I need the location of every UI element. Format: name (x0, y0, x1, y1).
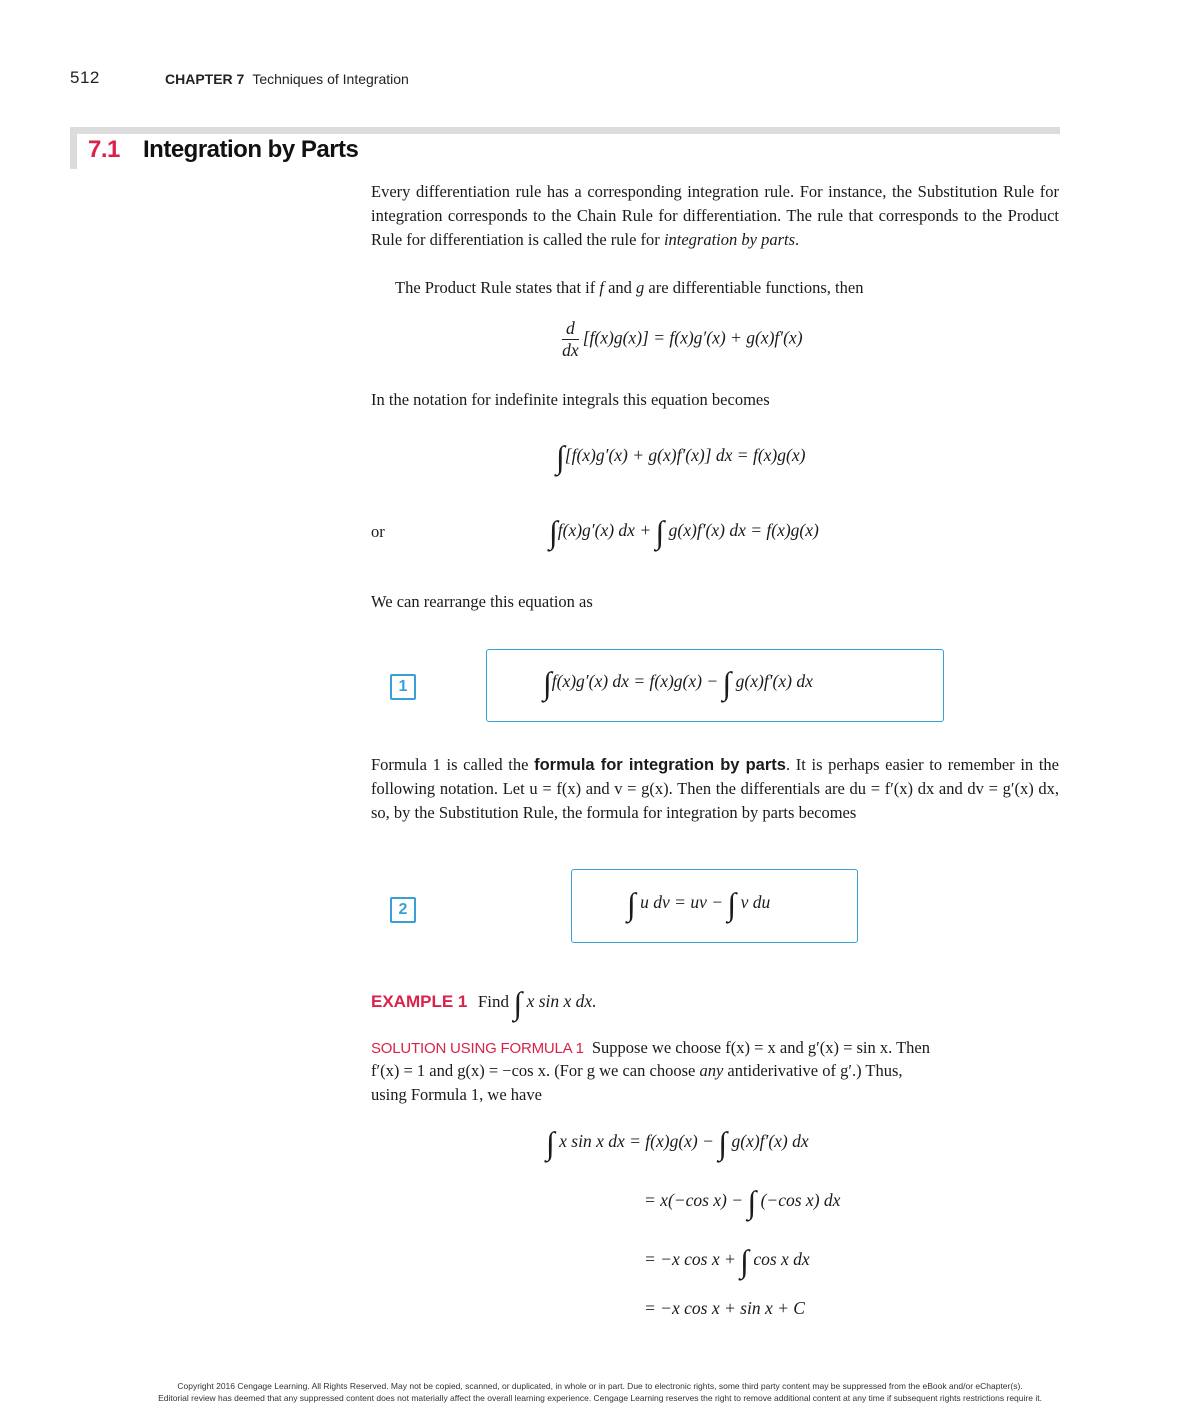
example-find: Find (477, 992, 509, 1011)
notation-text: In the notation for indefinite integrals this equation becomes (371, 390, 770, 409)
chapter-label: CHAPTER 7 (165, 71, 245, 87)
integral-sign: ∫ (718, 1125, 728, 1161)
page-number: 512 (70, 68, 100, 87)
text-fragment: The Product Rule states that if (395, 278, 600, 297)
bold-term: formula for integration by parts (534, 756, 786, 774)
integral-equation-2 (549, 516, 819, 548)
section-title: Integration by Parts (143, 136, 359, 163)
integral-sign: ∫ (655, 514, 665, 550)
integral-sign: ∫ (727, 886, 737, 922)
intro-text-a: Every differentiation rule has a corresponding integration rule. For instance, the Substitution Rule for integration corresponds to the Chain Rule for differentiation. The rule that corresponds to the Product Rule for differentiation is called the rule for (371, 182, 1059, 249)
equation-part: (−cos x) dx (756, 1190, 841, 1210)
product-rule-equation (562, 318, 803, 361)
example-integral (513, 985, 597, 1021)
integral-sign: ∫ (627, 886, 636, 922)
solution-line-3: using Formula 1, we have (371, 1085, 542, 1104)
integral-sign: ∫ (747, 1184, 757, 1220)
section-number: 7.1 (88, 136, 120, 163)
derivation-line-4: = −x cos x + sin x + C (644, 1298, 805, 1318)
text-fragment: Formula 1 is called the (371, 755, 535, 774)
equation-body: [f(x)g(x)] = f(x)g′(x) + g(x)f′(x) (582, 327, 803, 348)
equation-part: x sin x dx = f(x)g(x) − (554, 1131, 719, 1151)
emphasis: any (699, 1061, 724, 1080)
equation-part: = x(−cos x) − (644, 1190, 748, 1210)
intro-emphasis: integration by parts (663, 230, 796, 249)
equation-part: = −x cos x + (644, 1249, 741, 1269)
integral-sign: ∫ (543, 665, 552, 701)
derivation-line-1 (546, 1127, 809, 1159)
example-1 (371, 987, 597, 1019)
equation-part: g(x)f′(x) dx (727, 1131, 809, 1151)
fraction-denominator: dx (562, 340, 579, 360)
equation-part: g(x)f′(x) dx = f(x)g(x) (664, 520, 819, 540)
formula-explanation (371, 753, 1059, 825)
title-bar-side (70, 127, 77, 169)
symbol-f: f (599, 278, 604, 297)
solution-line-2 (371, 1059, 903, 1083)
text-fragment: . It is perhaps easier to remember in the following notation. Let u = f(x) and v = g(x). Then the differentials are du = f′(x) dx and dv = g′(x) dx, so, by the Substitution Rule, the formula for integration by parts becomes (371, 755, 1060, 822)
text-fragment: and (603, 278, 637, 297)
symbol-g: g (636, 278, 645, 297)
solution-text: Suppose we choose f(x) = x and g′(x) = sin x. Then (591, 1038, 930, 1057)
integral-sign: ∫ (549, 514, 558, 550)
integral-sign: ∫ (513, 985, 523, 1021)
chapter-title: Techniques of Integration (252, 71, 409, 87)
example-expression: x sin x dx. (522, 991, 597, 1011)
product-rule-intro (395, 276, 863, 300)
integral-sign: ∫ (740, 1243, 749, 1279)
integral-sign: ∫ (556, 439, 565, 475)
integral-sign: ∫ (722, 665, 732, 701)
running-header (165, 71, 409, 87)
intro-text-b: . (795, 230, 800, 249)
derivation-line-3 (644, 1245, 810, 1277)
title-bar-strip (70, 127, 1060, 134)
equation-part: f(x)g′(x) dx = f(x)g(x) − (551, 671, 723, 691)
text-fragment: antiderivative of g′.) Thus, (723, 1061, 903, 1080)
integral-sign: ∫ (546, 1125, 555, 1161)
example-label: EXAMPLE 1 (371, 992, 468, 1011)
intro-paragraph (371, 180, 1059, 252)
solution-label: SOLUTION USING FORMULA 1 (371, 1040, 584, 1057)
integral-equation-1 (556, 441, 805, 473)
equation-part: cos x dx (748, 1249, 810, 1269)
copyright-line-2: Editorial review has deemed that any suppressed content does not materially affect the overall learning experience. Cengage Learning reserves the right to remove additional content at any time if subsequent rights restrictions require it. (158, 1393, 1042, 1403)
text-fragment: f′(x) = 1 and g(x) = −cos x. (For g we can choose (371, 1061, 700, 1080)
rearrange-text: We can rearrange this equation as (371, 592, 593, 611)
copyright-line-1: Copyright 2016 Cengage Learning. All Rights Reserved. May not be copied, scanned, or duplicated, in whole or in part. Due to electronic rights, some third party content may be suppressed from the eBook and/or eChapter(s). (177, 1381, 1023, 1391)
equation-part: g(x)f′(x) dx (731, 671, 813, 691)
equation-part: u dv = uv − (635, 892, 728, 912)
formula-1-equation (543, 667, 813, 699)
solution-line-1 (371, 1036, 930, 1061)
formula-2-equation (627, 888, 770, 920)
or-label: or (371, 522, 385, 541)
derivative-fraction (562, 318, 579, 361)
text-fragment: are differentiable functions, then (644, 278, 864, 297)
derivation-line-2 (644, 1186, 840, 1218)
formula-2-badge: 2 (390, 897, 416, 923)
equation-part: v du (736, 892, 771, 912)
equation-part: f(x)g′(x) dx + (557, 520, 656, 540)
formula-1-badge: 1 (390, 674, 416, 700)
equation-body: [f(x)g′(x) + g(x)f′(x)] dx = f(x)g(x) (564, 445, 806, 465)
fraction-numerator: d (562, 318, 579, 340)
